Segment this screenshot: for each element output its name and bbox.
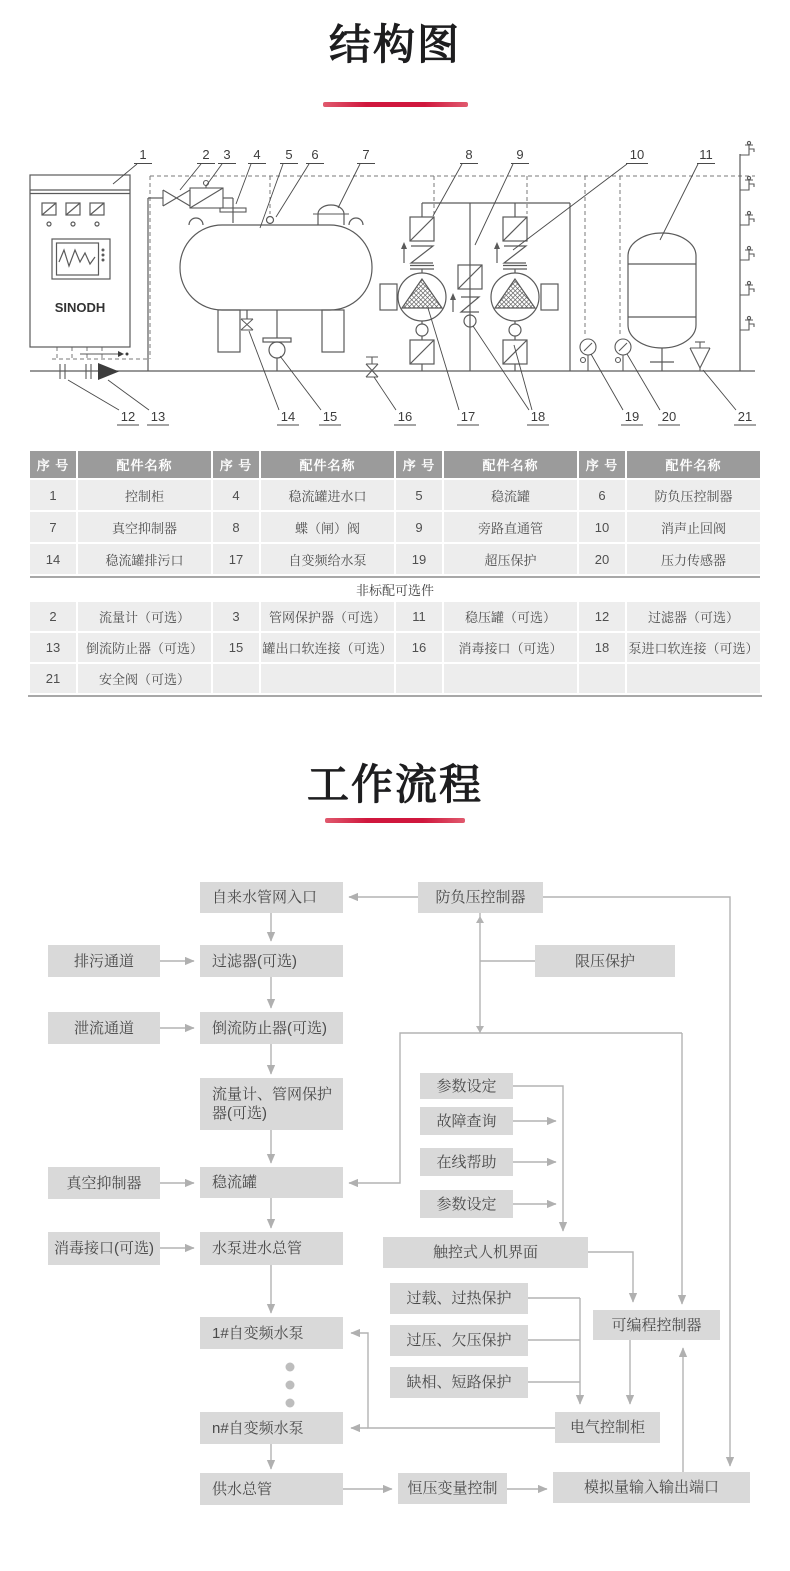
flow-box-phase-loss-short-circuit-protection: 缺相、短路保护 bbox=[390, 1367, 528, 1398]
callout-5: 5 bbox=[285, 147, 293, 162]
col-header: 序 号 bbox=[30, 451, 76, 478]
part-no: 21 bbox=[30, 664, 76, 693]
part-name: 消声止回阀 bbox=[627, 512, 760, 542]
callout-13: 13 bbox=[150, 409, 166, 424]
col-header: 序 号 bbox=[579, 451, 625, 478]
callout-4: 4 bbox=[253, 147, 261, 162]
part-name: 旁路直通管 bbox=[444, 512, 577, 542]
part-name: 安全阀（可选） bbox=[78, 664, 211, 693]
flow-box-pump-suction-manifold: 水泵进水总管 bbox=[200, 1232, 343, 1265]
parts-table bbox=[28, 449, 762, 697]
col-header: 序 号 bbox=[213, 451, 259, 478]
part-name: 压力传感器 bbox=[627, 544, 760, 574]
part-no: 12 bbox=[579, 602, 625, 631]
part-name: 防负压控制器 bbox=[627, 480, 760, 510]
flow-box-parameter-setting-2: 参数设定 bbox=[420, 1190, 513, 1218]
flow-box-touch-hmi: 触控式人机界面 bbox=[383, 1237, 588, 1268]
part-name: 超压保护 bbox=[444, 544, 577, 574]
flow-box-relief-channel: 泄流通道 bbox=[48, 1012, 160, 1044]
safety-valve bbox=[690, 342, 710, 371]
callout-3: 3 bbox=[223, 147, 231, 162]
part-name: 稳流罐 bbox=[444, 480, 577, 510]
flow-box-negative-pressure-controller: 防负压控制器 bbox=[418, 882, 543, 913]
callout-20: 20 bbox=[661, 409, 677, 424]
part-no: 9 bbox=[396, 512, 442, 542]
callout-16: 16 bbox=[397, 409, 413, 424]
col-header: 配件名称 bbox=[78, 451, 211, 478]
table-row bbox=[30, 512, 760, 542]
callout-9: 9 bbox=[516, 147, 524, 162]
flow-box-electric-control-cabinet: 电气控制柜 bbox=[555, 1412, 660, 1443]
workflow-title-underline bbox=[325, 818, 465, 823]
part-name: 过滤器（可选） bbox=[627, 602, 760, 631]
part-no: 5 bbox=[396, 480, 442, 510]
pump-1-group bbox=[380, 203, 446, 371]
optional-section-title: 非标配可选件 bbox=[30, 576, 760, 600]
workflow-section-title: 工作流程 bbox=[306, 761, 483, 808]
part-name bbox=[444, 664, 577, 693]
col-header: 配件名称 bbox=[261, 451, 394, 478]
part-name: 消毒接口（可选） bbox=[444, 633, 577, 662]
structure-title-underline bbox=[323, 102, 468, 107]
pump-2-group bbox=[491, 203, 558, 371]
structure-section-title: 结构图 bbox=[328, 21, 461, 68]
part-no: 8 bbox=[213, 512, 259, 542]
cabinet-brand-label: SINODH bbox=[54, 300, 106, 315]
part-name: 稳压罐（可选） bbox=[444, 602, 577, 631]
flow-box-plc: 可编程控制器 bbox=[593, 1310, 720, 1340]
pressure-tank bbox=[628, 233, 696, 371]
part-name: 倒流防止器（可选） bbox=[78, 633, 211, 662]
flow-box-overload-overheat-protection: 过载、过热保护 bbox=[390, 1283, 528, 1314]
table-row bbox=[30, 633, 760, 662]
flow-box-vacuum-suppressor: 真空抑制器 bbox=[48, 1167, 160, 1199]
flow-box-sewage-channel: 排污通道 bbox=[48, 945, 160, 977]
col-header: 配件名称 bbox=[627, 451, 760, 478]
part-no: 1 bbox=[30, 480, 76, 510]
part-name bbox=[627, 664, 760, 693]
part-no: 20 bbox=[579, 544, 625, 574]
surge-tank bbox=[180, 205, 372, 371]
structure-diagram bbox=[0, 140, 790, 445]
part-no: 16 bbox=[396, 633, 442, 662]
table-row bbox=[30, 480, 760, 510]
part-name: 蝶（闸）阀 bbox=[261, 512, 394, 542]
callout-12: 12 bbox=[120, 409, 136, 424]
callout-21: 21 bbox=[737, 409, 753, 424]
piping bbox=[30, 154, 755, 371]
callout-6: 6 bbox=[311, 147, 319, 162]
faucets bbox=[740, 141, 754, 330]
part-no: 19 bbox=[396, 544, 442, 574]
part-no bbox=[213, 664, 259, 693]
part-name: 管网保护器（可选） bbox=[261, 602, 394, 631]
part-name: 稳流罐进水口 bbox=[261, 480, 394, 510]
callout-7: 7 bbox=[362, 147, 370, 162]
part-name: 控制柜 bbox=[78, 480, 211, 510]
table-row bbox=[30, 544, 760, 574]
callout-2: 2 bbox=[202, 147, 210, 162]
callout-11: 11 bbox=[699, 147, 713, 162]
pressure-gauges bbox=[580, 339, 631, 371]
flow-box-disinfection-port: 消毒接口(可选) bbox=[48, 1232, 160, 1265]
part-name: 流量计（可选） bbox=[78, 602, 211, 631]
part-no: 15 bbox=[213, 633, 259, 662]
part-name bbox=[261, 664, 394, 693]
part-name: 自变频给水泵 bbox=[261, 544, 394, 574]
flow-box-fault-query: 故障查询 bbox=[420, 1107, 513, 1135]
flow-box-filter: 过滤器(可选) bbox=[200, 945, 343, 977]
part-name: 真空抑制器 bbox=[78, 512, 211, 542]
part-name: 稳流罐排污口 bbox=[78, 544, 211, 574]
col-header: 序 号 bbox=[396, 451, 442, 478]
part-no: 18 bbox=[579, 633, 625, 662]
flow-box-online-help: 在线帮助 bbox=[420, 1148, 513, 1176]
callout-numbers bbox=[121, 147, 752, 424]
callout-8: 8 bbox=[465, 147, 473, 162]
flow-box-pump-1: 1#自变频水泵 bbox=[200, 1317, 343, 1349]
flow-box-overvoltage-undervoltage-protection: 过压、欠压保护 bbox=[390, 1325, 528, 1356]
callout-17: 17 bbox=[460, 409, 476, 424]
flow-box-pump-n: n#自变频水泵 bbox=[200, 1412, 343, 1444]
part-no: 11 bbox=[396, 602, 442, 631]
flow-box-pressure-limit-protection: 限压保护 bbox=[535, 945, 675, 977]
parts-table-header-row bbox=[30, 451, 760, 478]
table-row bbox=[30, 602, 760, 631]
flow-box-parameter-setting-1: 参数设定 bbox=[420, 1073, 513, 1099]
part-no: 14 bbox=[30, 544, 76, 574]
control-cabinet bbox=[30, 175, 130, 347]
callout-1: 1 bbox=[139, 147, 147, 162]
part-no: 7 bbox=[30, 512, 76, 542]
callout-10: 10 bbox=[629, 147, 645, 162]
part-no: 2 bbox=[30, 602, 76, 631]
workflow-flowchart bbox=[0, 870, 790, 1570]
callout-14: 14 bbox=[280, 409, 296, 424]
optional-section-title-row bbox=[30, 576, 760, 600]
part-no bbox=[579, 664, 625, 693]
control-wiring-dashed bbox=[52, 176, 755, 359]
flow-box-supply-manifold: 供水总管 bbox=[200, 1473, 343, 1505]
part-no bbox=[396, 664, 442, 693]
part-no: 6 bbox=[579, 480, 625, 510]
table-row bbox=[30, 664, 760, 693]
part-no: 10 bbox=[579, 512, 625, 542]
callout-15: 15 bbox=[322, 409, 338, 424]
flow-box-analog-io-port: 模拟量输入输出端口 bbox=[553, 1472, 750, 1503]
part-no: 13 bbox=[30, 633, 76, 662]
part-no: 4 bbox=[213, 480, 259, 510]
part-name: 罐出口软连接（可选） bbox=[261, 633, 394, 662]
part-no: 3 bbox=[213, 602, 259, 631]
part-name: 泵进口软连接（可选） bbox=[627, 633, 760, 662]
callout-19: 19 bbox=[624, 409, 640, 424]
part-no: 17 bbox=[213, 544, 259, 574]
inlet-fittings bbox=[60, 351, 378, 380]
flow-box-tap-water-inlet: 自来水管网入口 bbox=[200, 882, 343, 913]
col-header: 配件名称 bbox=[444, 451, 577, 478]
flow-box-surge-tank: 稳流罐 bbox=[200, 1167, 343, 1198]
callout-18: 18 bbox=[530, 409, 546, 424]
flow-box-backflow-preventer: 倒流防止器(可选) bbox=[200, 1012, 343, 1044]
flow-box-constant-pressure-variable-control: 恒压变量控制 bbox=[398, 1473, 507, 1504]
flow-box-flow-meter-protector: 流量计、管网保护器(可选) bbox=[200, 1078, 343, 1130]
